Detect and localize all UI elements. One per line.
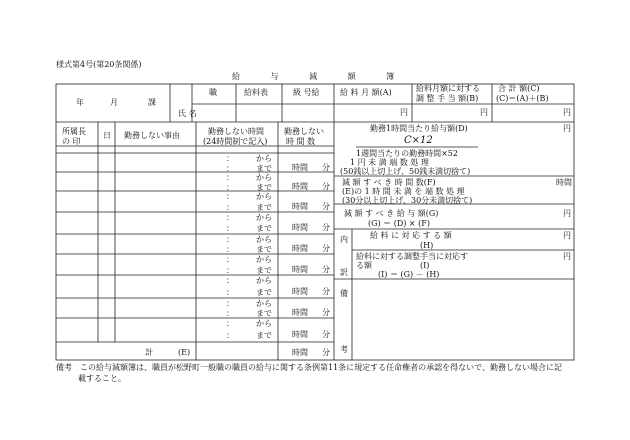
col-reason: 勤務しない事由 bbox=[124, 131, 180, 140]
calc-hours-label-line2: (E)の 1 時 間 未 満 を 端 数 処 理 bbox=[342, 187, 465, 196]
form-label: 様式第4号(第20条関係) bbox=[56, 60, 142, 69]
calc-adj-part-line1: 給料に対する調整手当に対応す bbox=[356, 252, 468, 261]
remarks-char2: 考 bbox=[340, 345, 348, 354]
calc-salary-part-yen: 円 bbox=[563, 231, 571, 240]
calc-adj-part-yen: 円 bbox=[563, 252, 571, 261]
row-hours-label: 時間 bbox=[292, 264, 308, 274]
calc-adj-part-line2: る額 bbox=[356, 261, 372, 270]
row-from-label: から bbox=[256, 319, 272, 328]
row-to-label: まで bbox=[256, 245, 272, 254]
row-colon-to: ： bbox=[226, 331, 234, 340]
header-adjustment-line2: 調 整 手 当 額(B) bbox=[416, 94, 479, 103]
row-colon-from: ： bbox=[226, 192, 234, 201]
row-from-label: から bbox=[256, 173, 272, 182]
row-colon-from: ： bbox=[226, 173, 234, 182]
row-colon-from: ： bbox=[226, 319, 234, 328]
row-minutes-label: 分 bbox=[322, 181, 330, 191]
row-from-label: から bbox=[256, 299, 272, 308]
calc-breakdown-char2: 訳 bbox=[340, 268, 348, 277]
col-chief-seal-line2: の 印 bbox=[62, 137, 81, 146]
row-minutes-label: 分 bbox=[322, 223, 330, 232]
footnote-line1: 備考 この給与減額簿は、職員が松野町一般職の職員の給与に関する条例第11条に規定する任命権者の承認を得ないで、勤務しない場合に記 bbox=[56, 363, 563, 372]
header-year: 年 bbox=[76, 98, 84, 107]
row-hours-label: 時間 bbox=[292, 244, 308, 253]
row-hours-label: 時間 bbox=[292, 330, 308, 339]
header-monthly-salary: 給 料 月 額(A) bbox=[340, 88, 392, 97]
yen-unit-c: 円 bbox=[563, 108, 571, 117]
row-to-label: まで bbox=[256, 182, 272, 192]
total-mark: (E) bbox=[178, 348, 191, 357]
calc-reduction-line1: 減 額 す べ き 給 与 額(G) bbox=[344, 209, 439, 218]
row-minutes-label: 分 bbox=[322, 264, 330, 274]
col-hours-range-line2: (24時間制で記入) bbox=[203, 137, 268, 146]
total-hours: 時間 bbox=[292, 348, 308, 357]
row-minutes-label: 分 bbox=[322, 330, 330, 339]
row-from-label: から bbox=[256, 276, 272, 285]
form-title: 給 与 減 額 簿 bbox=[232, 72, 409, 81]
calc-adj-part-line3: (I) bbox=[420, 261, 430, 270]
total-label: 計 bbox=[145, 348, 153, 357]
header-grade: 級 号給 bbox=[293, 88, 320, 97]
header-section: 課 bbox=[148, 98, 156, 107]
row-hours-label: 時間 bbox=[292, 201, 308, 211]
row-from-label: から bbox=[256, 192, 272, 201]
col-hours-range-line1: 勤務しない時間 bbox=[208, 127, 264, 136]
row-colon-to: ： bbox=[226, 163, 234, 173]
footnote-line2: 載すること。 bbox=[78, 374, 126, 383]
calc-adj-part-line4: (I) ＝ (G) － (H) bbox=[378, 270, 440, 279]
col-day: 日 bbox=[103, 131, 111, 140]
row-minutes-label: 分 bbox=[322, 162, 330, 172]
row-colon-to: ： bbox=[226, 245, 234, 254]
header-name: 氏 名 bbox=[178, 109, 197, 118]
header-adjustment-line1: 給料月額に対する bbox=[416, 84, 480, 93]
row-hours-label: 時間 bbox=[292, 308, 308, 317]
calc-breakdown-char1: 内 bbox=[340, 235, 348, 244]
row-colon-from: ： bbox=[226, 276, 234, 285]
col-hours-line2: 時 間 数 bbox=[286, 137, 316, 146]
row-minutes-label: 分 bbox=[322, 308, 330, 317]
row-from-label: から bbox=[256, 235, 272, 244]
calc-formula-top: C×12 bbox=[404, 135, 433, 146]
row-to-label: まで bbox=[256, 287, 272, 297]
row-colon-to: ： bbox=[226, 265, 234, 275]
yen-unit-b: 円 bbox=[480, 108, 488, 117]
row-colon-to: ： bbox=[226, 182, 234, 192]
remarks-char1: 備 bbox=[340, 289, 348, 298]
calc-hourly-yen: 円 bbox=[563, 124, 571, 133]
row-colon-from: ： bbox=[226, 154, 234, 163]
calc-salary-part-line1: 給 料 に 対 応 す る 額 bbox=[370, 231, 452, 240]
row-minutes-label: 分 bbox=[322, 201, 330, 211]
header-total-line1: 合 計 額(C) bbox=[498, 84, 540, 93]
header-month: 月 bbox=[110, 98, 118, 107]
row-colon-from: ： bbox=[226, 299, 234, 308]
row-to-label: まで bbox=[256, 309, 272, 318]
row-to-label: まで bbox=[256, 163, 272, 173]
calc-hours-label-line3: (30分以上切上げ、30分未満切捨て) bbox=[342, 196, 473, 205]
calc-rounding-line1: 1 円 未 満 端 数 処 理 bbox=[350, 158, 429, 167]
header-pay-table: 給料表 bbox=[244, 88, 268, 97]
row-colon-from: ： bbox=[226, 255, 234, 264]
row-minutes-label: 分 bbox=[322, 244, 330, 253]
row-colon-to: ： bbox=[226, 287, 234, 297]
yen-unit-a: 円 bbox=[400, 108, 408, 117]
calc-rounding-line2: (50銭以上切上げ、50銭未満切捨て) bbox=[340, 167, 471, 176]
row-hours-label: 時間 bbox=[292, 162, 308, 172]
row-hours-label: 時間 bbox=[292, 286, 308, 296]
row-colon-from: ： bbox=[226, 235, 234, 244]
total-minutes: 分 bbox=[322, 348, 330, 357]
row-colon-to: ： bbox=[226, 309, 234, 318]
row-hours-label: 時間 bbox=[292, 181, 308, 191]
row-from-label: から bbox=[256, 154, 272, 163]
row-hours-label: 時間 bbox=[292, 223, 308, 232]
calc-salary-part-line2: (H) bbox=[420, 241, 434, 250]
row-to-label: まで bbox=[256, 224, 272, 233]
calc-formula-bottom: 1週間当たりの勤務時間×52 bbox=[356, 149, 458, 158]
row-from-label: から bbox=[256, 255, 272, 264]
row-minutes-label: 分 bbox=[322, 286, 330, 296]
row-colon-to: ： bbox=[226, 224, 234, 233]
col-chief-seal-line1: 所属長 bbox=[62, 127, 86, 136]
row-colon-from: ： bbox=[226, 213, 234, 222]
col-hours-line1: 勤務しない bbox=[284, 127, 324, 136]
calc-reduction-yen: 円 bbox=[563, 209, 571, 218]
calc-reduction-line2: (G) ＝ (D) × (F) bbox=[368, 219, 430, 228]
header-position: 職 bbox=[209, 88, 217, 97]
row-to-label: まで bbox=[256, 265, 272, 275]
row-to-label: まで bbox=[256, 202, 272, 212]
row-from-label: から bbox=[256, 213, 272, 222]
calc-hourly-rate: 勤務1時間当たり給与額(D) bbox=[370, 124, 468, 133]
row-to-label: まで bbox=[256, 331, 272, 340]
calc-hours-label-line1: 減 額 す べ き 時 間 数(F) bbox=[342, 178, 436, 187]
calc-hours-unit: 時間 bbox=[556, 178, 572, 187]
row-colon-to: ： bbox=[226, 202, 234, 212]
header-total-line2: (C)＝(A)＋(B) bbox=[496, 94, 549, 103]
